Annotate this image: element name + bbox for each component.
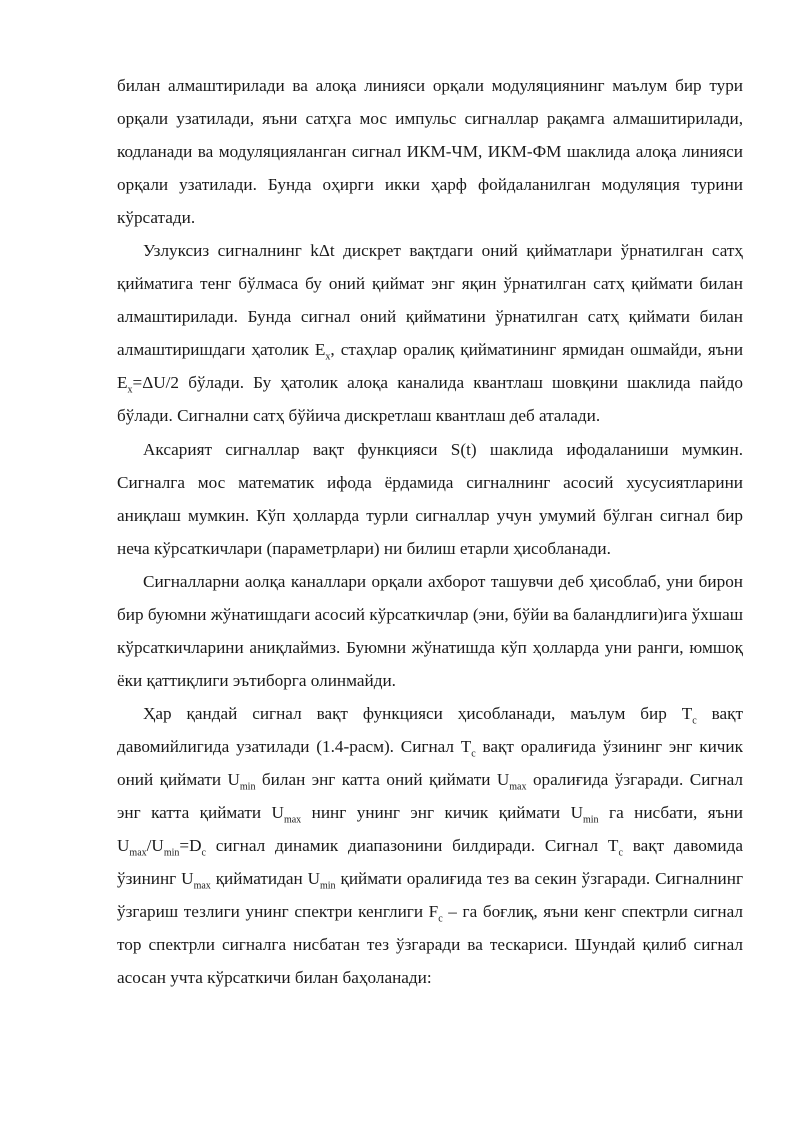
- subscript: max: [509, 781, 527, 793]
- subscript: min: [163, 847, 180, 859]
- text-run: қиймати оралиғида тез ва секин ўзгаради. Сигналнинг ўзгариш тезлиги унинг спектри кенглиги F: [117, 869, 744, 922]
- subscript: x: [127, 384, 133, 396]
- subscript: c: [201, 847, 206, 859]
- text-run: билан энг катта оний қиймати U: [255, 769, 510, 789]
- subscript: max: [283, 814, 302, 826]
- paragraph-5: [117, 697, 743, 994]
- subscript: c: [692, 715, 697, 727]
- paragraph-1: [117, 69, 743, 234]
- subscript: max: [193, 880, 211, 892]
- subscript: c: [471, 748, 476, 760]
- text-run: /U: [146, 836, 164, 856]
- text-run: сигнал динамик диапазонини билдиради. Сигнал T: [205, 836, 619, 856]
- text-run: =D: [179, 836, 202, 856]
- subscript: min: [239, 781, 256, 793]
- subscript: c: [618, 847, 623, 859]
- text-run: =ΔU/2 бўлади. Бу ҳатолик алоқа каналида квантлаш шовқини шаклида пайдо бўлади. Сигнални сатҳ бўйича дискретлаш квантлаш деб аталади.: [117, 373, 743, 426]
- text-run: – га боғлиқ, яъни кенг спектрли сигнал тор спектрли сигналга нисбатан тез ўзгаради ва тескариси. Шундай қилиб сигнал асосан учта кўрсаткичи билан баҳоланади:: [117, 902, 743, 988]
- text-run: оралиғида ўзгаради. Сигнал энг катта қиймати U: [117, 769, 744, 823]
- text-run: Узлуксиз сигналнинг kΔt дискрет вақтдаги оний қийматлари ўрнатилган сатҳ қийматига тенг бўлмаса бу оний қиймат энг яқин ўрнатилган сатҳ қиймати билан алмаштирилади. Бунда сигнал оний қийматини ўрнатилган сатҳ қиймати билан алмаштиришдаги ҳатолик E: [117, 241, 743, 360]
- text-run: Сигналларни аолқа каналлари орқали ахборот ташувчи деб ҳисоблаб, уни бирон бир буюмни жўнатишдаги асосий кўрсаткичлар (эни, бўйи ва баландлиги)ига ўхшаш кўрсаткичларини аниқлаймиз. Буюмни жўнатишда кўп ҳолларда уни ранги, юмшоқ ёки қаттиқлиги эътиборга олинмайди.: [117, 571, 743, 690]
- subscript: min: [583, 814, 599, 826]
- text-run: вақт давомида ўзининг U: [117, 836, 743, 889]
- subscript: max: [129, 847, 147, 859]
- text-run: Аксарият сигналлар вақт функцияси S(t) шаклида ифодаланиши мумкин. Сигналга мос математик ифода ёрдамида сигналнинг асосий хусусиятларини аниқлаш мумкин. Кўп ҳолларда турли сигналлар учун умумий бўлган сигнал бир неча кўрсаткичлари (параметрлари) ни билиш етарли ҳисобланади.: [117, 439, 743, 558]
- text-run: вақт давомийлигида узатилади (1.4-расм). Сигнал T: [117, 703, 743, 756]
- paragraph-2: [117, 234, 743, 432]
- text-run: билан алмаштирилади ва алоқа линияси орқали модуляциянинг маълум бир тури орқали узатилади, яъни сатҳга мос импульс сигналлар рақамга алмашитирилади, кодланади ва модуляцияланган сигнал ИКМ-ЧМ, ИКМ-ФМ шаклида алоқа линияси орқали узатилади. Бунда оҳирги икки ҳарф фойдаланилган модуляция турини кўрсатади.: [117, 76, 743, 228]
- paragraph-4: [117, 565, 743, 697]
- text-run: Ҳар қандай сигнал вақт функцияси ҳисобланади, маълум бир T: [143, 703, 693, 723]
- subscript: x: [325, 351, 331, 363]
- text-run: қийматидан U: [210, 869, 320, 889]
- subscript: c: [438, 913, 443, 925]
- text-run: , стаҳлар оралиқ қийматининг ярмидан ошмайди, яъни E: [117, 340, 744, 393]
- text-run: вақт оралиғида ўзининг энг кичик оний қиймати U: [117, 736, 743, 789]
- subscript: min: [320, 880, 336, 892]
- document-page: [117, 69, 743, 994]
- text-run: га нисбати, яъни U: [117, 803, 743, 856]
- text-run: нинг унинг энг кичик қиймати U: [301, 803, 583, 823]
- paragraph-3: [117, 433, 743, 565]
